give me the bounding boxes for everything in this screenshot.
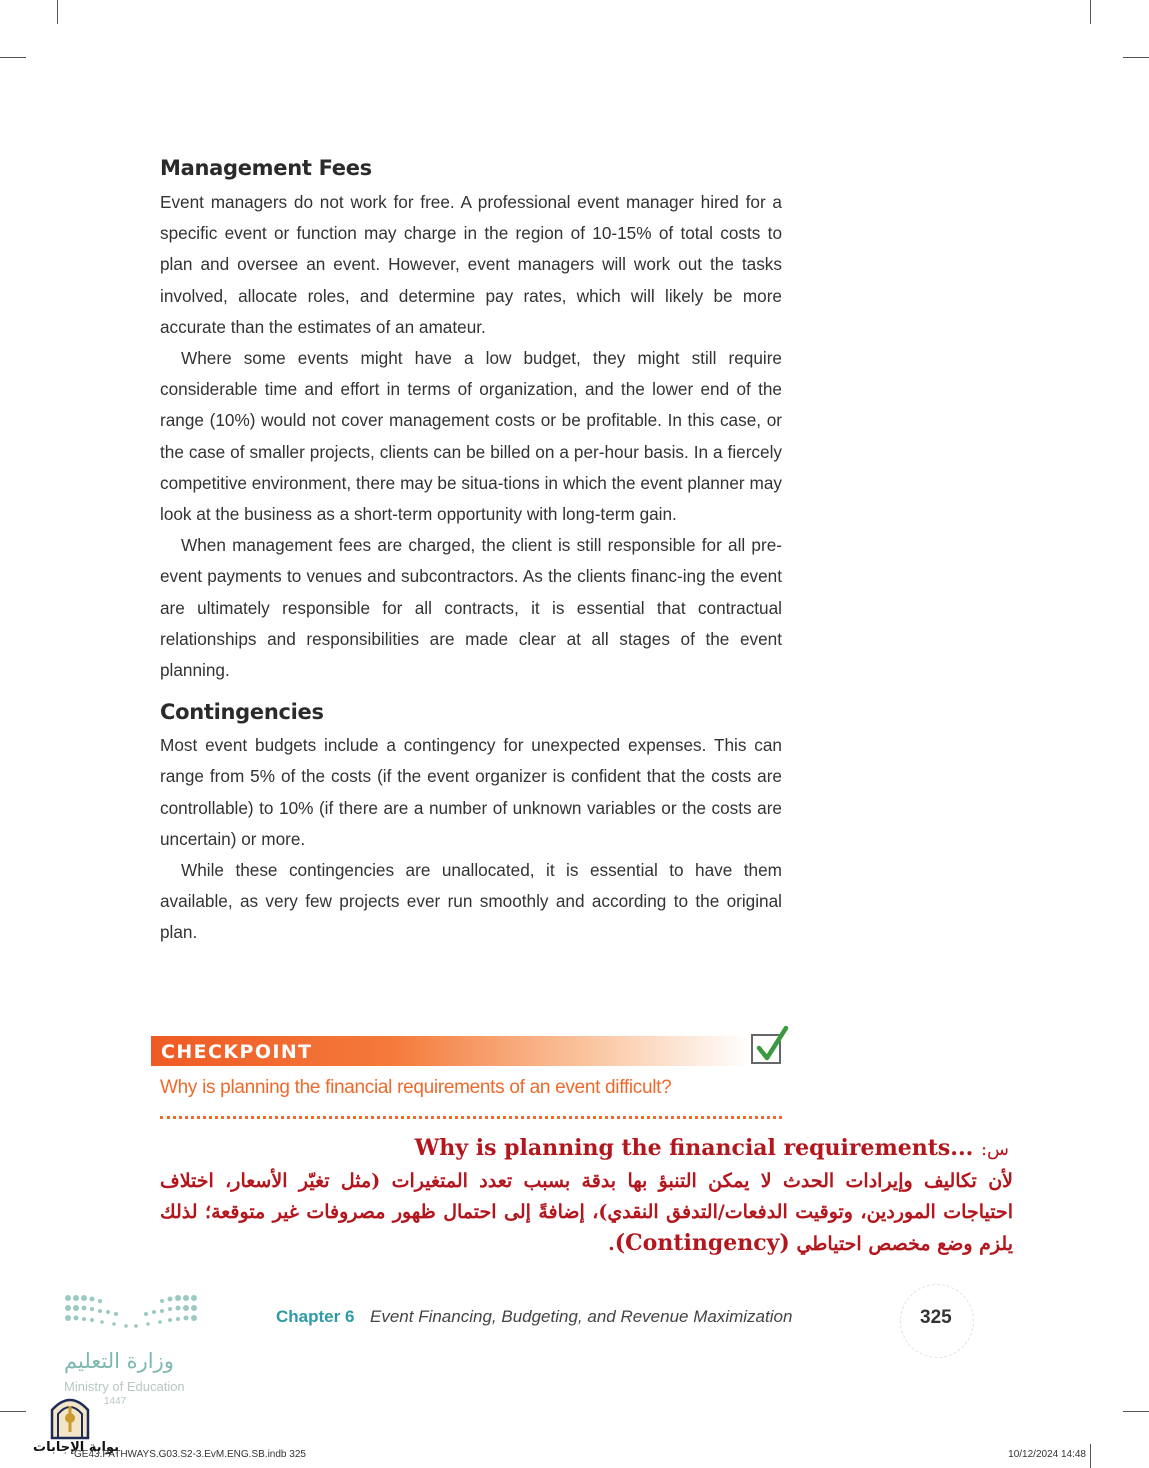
paragraph: Most event budgets include a contingency for unexpected expenses. This can range from 5% of the costs (if the event organizer is confident that the costs are controllable) to 10% (if there are a number of unknown variables or the costs are uncertain) or more. (160, 735, 782, 849)
answer-body (160, 1166, 1013, 1260)
ministry-year: 1447 (104, 1396, 127, 1407)
crop-mark (1090, 0, 1091, 24)
checkbox-check-icon (751, 1034, 781, 1064)
answer-term: (Contingency) (614, 1230, 790, 1256)
site-logo-icon (46, 1388, 94, 1440)
answer-line-divider (160, 1116, 782, 1119)
crop-mark (57, 0, 58, 24)
checkpoint-banner (151, 1036, 751, 1066)
print-slug-datetime: 10/12/2024 14:48 (1008, 1449, 1086, 1460)
answer-question-line (415, 1135, 1009, 1161)
footer-chapter: Chapter 6 (276, 1307, 355, 1326)
answer-question-text: Why is planning the financial requirements... (414, 1135, 974, 1161)
answer-body-text: لأن تكاليف وإيرادات الحدث لا يمكن التنبؤ بها بدقة بسبب تعدد المتغيرات (مثل تغيّر الأسعار، اختلاف احتياجات الموردين، وتوقيت الدفعات/التدفق النقدي)، إضافةً إلى احتمال ظهور مصروفات غير متوقعة؛ لذلك يلزم وضع مخصص احتياطي (160, 1170, 1013, 1255)
paragraph: While these contingencies are unallocated, it is essential to have them available, as very few projects ever run smoothly and according to the original plan. (160, 860, 782, 943)
ministry-name-english: Ministry of Education (64, 1379, 185, 1394)
paragraph: When management fees are charged, the client is still responsible for all pre-event payments to venues and subcontractors. As the clients financ-ing the event are ultimately responsible for all contracts, it is essential that contractual relationships and responsibilities are made clear at all stages of the event planning. (160, 535, 782, 681)
footer-title: Event Financing, Budgeting, and Revenue Maximization (370, 1307, 793, 1326)
paragraph: Event managers do not work for free. A professional event manager hired for a specific event or function may charge in the region of 10-15% of total costs to plan and oversee an event. However, event managers will work out the tasks involved, allocate roles, and determine pay rates, which will likely be more accurate than the estimates of an amateur. (160, 192, 782, 337)
print-slug-file: GE43.PATHWAYS.G03.S2-3.EvM.ENG.SB.indb 325 (74, 1449, 306, 1460)
paragraph: Where some events might have a low budget, they might still require considerable time and effort in terms of organization, and the lower end of the range (10%) would not cover management costs or be profitable. In this case, or the case of smaller projects, clients can be billed on a per-hour basis. In a fiercely competitive environment, there may be situa-tions in which the event planner may look at the business as a short-term opportunity with long-term gain. (160, 348, 782, 525)
crop-mark (0, 1411, 26, 1412)
site-watermark-text: بوابة الإجابات (33, 1440, 119, 1455)
ministry-logo-icon (62, 1292, 202, 1338)
main-text-column (160, 150, 782, 949)
crop-mark (0, 57, 26, 58)
crop-mark (1090, 1444, 1091, 1468)
answer-end: . (608, 1233, 615, 1255)
checkpoint-question: Why is planning the financial requirements of an event difficult? (160, 1077, 672, 1098)
checkpoint-label: CHECKPOINT (161, 1041, 313, 1063)
section-heading-management-fees: Management Fees (160, 156, 372, 180)
page-number: 325 (920, 1307, 952, 1328)
crop-mark (1123, 1411, 1149, 1412)
crop-mark (1123, 57, 1149, 58)
answer-question-prefix: س: (980, 1139, 1009, 1160)
ministry-name-arabic: وزارة التعليم (64, 1349, 174, 1373)
section-heading-contingencies: Contingencies (160, 700, 324, 725)
